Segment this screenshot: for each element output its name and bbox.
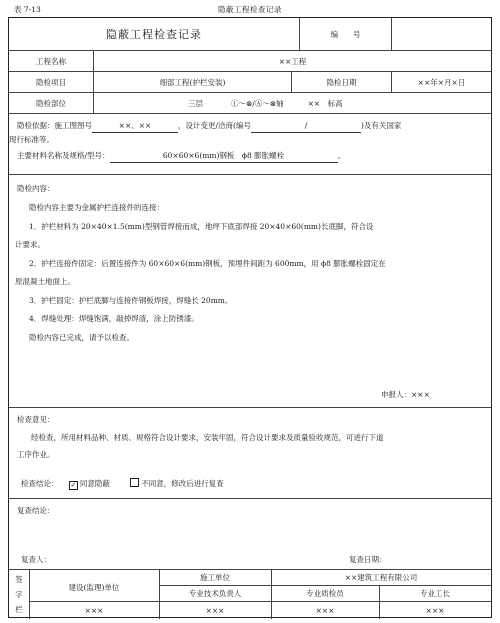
signer-tech-lead: ××× <box>205 606 225 615</box>
company-name: ××建筑工程有限公司 <box>344 573 418 582</box>
date-value: ××年×月×日 <box>391 72 491 92</box>
title-row <box>9 18 491 51</box>
content-body <box>15 199 386 347</box>
basis-section <box>9 114 491 175</box>
side-char: 签 <box>15 575 23 584</box>
conclusion-label: 检查结论： <box>21 479 59 488</box>
reviewer-label: 复查人： <box>21 555 51 564</box>
agree-option[interactable] <box>69 479 110 488</box>
number-value <box>391 18 491 50</box>
recheck-heading: 复查结论： <box>17 506 55 515</box>
basis-suffix: )及有关国家 <box>360 121 402 130</box>
reporter: 申报人：××× <box>381 390 430 399</box>
material-line <box>17 150 345 163</box>
agree-checkbox[interactable]: ✓ <box>70 481 77 489</box>
side-char: 字 <box>15 590 23 599</box>
drawing-number: ××、×× <box>92 120 178 133</box>
signature-side-label <box>13 572 25 617</box>
signer-supervisor: ××× <box>84 606 104 615</box>
opinion-section <box>9 408 491 499</box>
project-value: ××工程 <box>93 51 491 71</box>
basis-line-1 <box>17 120 401 133</box>
disagree-option[interactable] <box>130 479 224 488</box>
item-value: 细部工程(护栏安装) <box>93 72 291 92</box>
role-foreman: 专业工长 <box>420 589 450 598</box>
number-label: 编 号 <box>299 18 391 50</box>
signature-section <box>9 570 491 619</box>
recheck-section <box>9 499 491 570</box>
date-label: 隐检日期 <box>291 72 391 92</box>
material-value: 60×60×6(mm)钢板 ϕ8 膨胀螺栓 <box>110 150 338 163</box>
signer-inspector: ××× <box>315 606 335 615</box>
location-floor: 三层 <box>188 98 203 108</box>
location-elevation: ×× 标高 <box>307 98 343 108</box>
agree-label: 同意隐蔽 <box>79 479 110 488</box>
side-char: 栏 <box>15 605 23 614</box>
form-title: 隐蔽工程检查记录 <box>106 28 202 41</box>
item-label: 隐检项目 <box>36 77 66 87</box>
inspection-form <box>8 17 492 618</box>
content-line: 计要求。 <box>15 240 45 249</box>
change-label: ，设计变更/洽商(编号 <box>178 121 251 130</box>
role-inspector: 专业质检员 <box>306 589 344 598</box>
content-heading: 隐检内容： <box>17 184 55 193</box>
project-label: 工程名称 <box>36 56 66 66</box>
page-header-title: 隐蔽工程检查记录 <box>218 5 282 14</box>
content-line: 3．护栏固定：护栏底脚与连接件钢板焊接，焊缝长 20mm。 <box>29 295 233 305</box>
opinion-line-1: 经检查，所用材料品种、材质、规格符合设计要求，安装牢固，符合设计要求及质量验收规范，可进行下道 <box>31 433 384 442</box>
opinion-line-2: 工序作业。 <box>17 450 55 459</box>
content-line: 原混凝土地面上。 <box>15 277 75 286</box>
location-axis: ①～⊗/Ⓐ～⊗轴 <box>231 98 284 108</box>
content-line: 2．护栏连接件固定：后置连接件为 60×60×6(mm)钢板，预埋件间距为 600mm，用 ϕ8 膨胀螺栓固定在 <box>29 258 386 268</box>
basis-line-2: 现行标准等。 <box>9 135 54 144</box>
role-tech-lead: 专业技术负责人 <box>188 589 242 598</box>
location-values <box>93 93 491 113</box>
disagree-label: 不同意，修改后进行复查 <box>141 479 224 488</box>
construction-label: 施工单位 <box>200 573 230 582</box>
conclusion-line <box>21 478 224 490</box>
change-number: / <box>251 120 361 133</box>
material-end: 。 <box>337 151 346 160</box>
basis-prefix: 隐检依据：施工图图号 <box>17 121 92 130</box>
material-label: 主要材料名称及规格/型号： <box>17 151 110 160</box>
table-number: 表 7-13 <box>14 5 41 14</box>
content-line: 1．护栏材料为 20×40×1.5(mm)型钢管焊接而成，地坪下底部焊接 20×40×60(mm)长底脚，符合设 <box>29 221 374 231</box>
content-line: 4．焊缝处理：焊缝饱满，敲掉焊渣，涂上防锈漆。 <box>29 314 199 323</box>
disagree-checkbox[interactable] <box>130 478 139 487</box>
item-row <box>9 72 491 93</box>
location-row <box>9 93 491 114</box>
supervisor-label: 建设(监理)单位 <box>68 583 120 592</box>
recheck-date-label: 复查日期： <box>349 555 387 564</box>
content-section <box>9 175 491 408</box>
content-line: 隐检内容已完成，请予以检查。 <box>29 332 134 342</box>
content-line: 隐检内容主要为金属护栏连接件的连接： <box>29 203 164 212</box>
project-row <box>9 51 491 72</box>
location-label: 隐检部位 <box>36 98 66 108</box>
signer-foreman: ××× <box>425 606 445 615</box>
opinion-heading: 检查意见： <box>17 415 55 424</box>
